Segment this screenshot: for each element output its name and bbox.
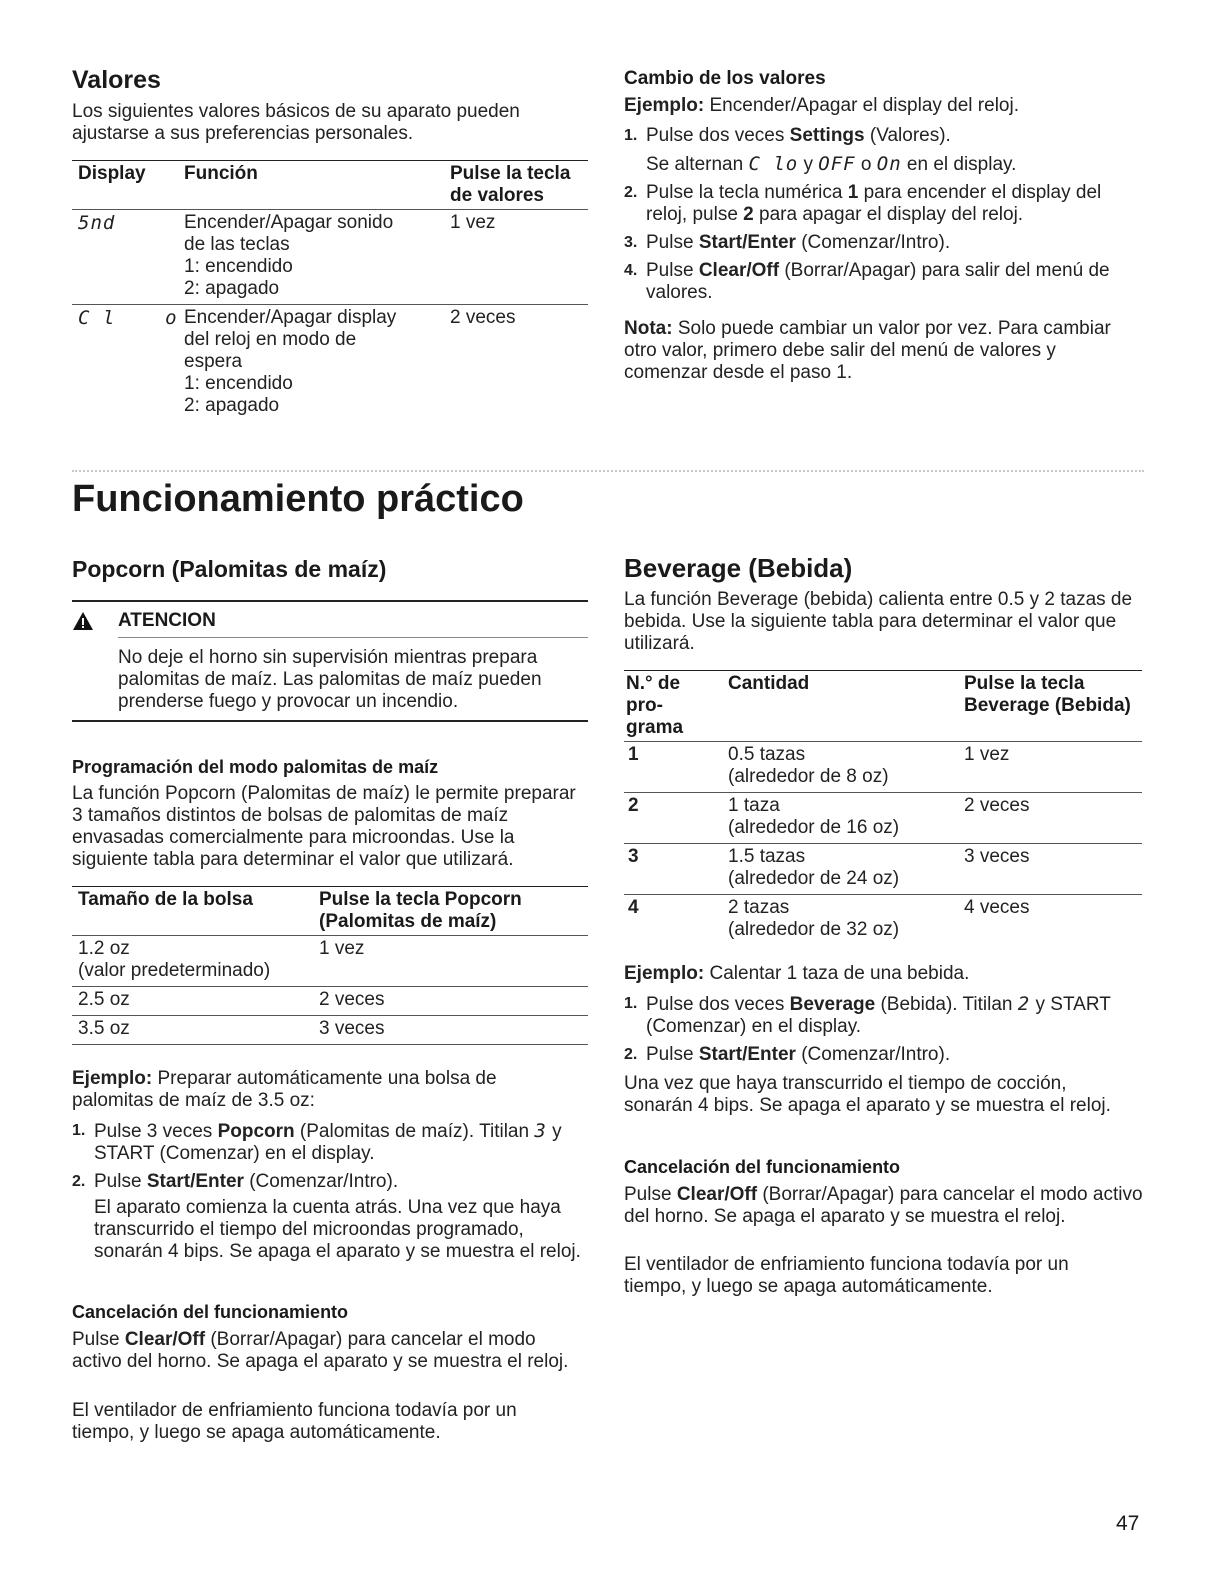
cambio-steps — [624, 125, 1144, 310]
funcion-line: 1: encendido — [184, 373, 293, 394]
pulse-cell: 1 vez — [319, 938, 365, 959]
step-key: 1 — [847, 182, 859, 203]
cancel-text: (Borrar/Apagar) para cancelar el modo activo del horno. Se apaga el aparato y se muestra el reloj. — [624, 1184, 1143, 1227]
table-row — [624, 793, 1142, 844]
valores-intro: Los siguientes valores básicos de su aparato pueden ajustarse a sus preferencias personales. — [72, 101, 520, 144]
step-key: 2 — [743, 204, 754, 225]
table-row — [72, 305, 588, 422]
beverage-fan-text: El ventilador de enfriamiento funciona todavía por un tiempo, y luego se apaga automáticamente. — [624, 1254, 1069, 1297]
funcion-line: del reloj en modo de — [184, 329, 357, 350]
step-key: Settings — [789, 125, 865, 146]
display-glyph: OFF — [818, 153, 856, 175]
warning-title: ATENCION — [118, 610, 216, 631]
step-text: y START (Comenzar) en el display. — [646, 994, 1111, 1037]
funcion-line: de las teclas — [184, 234, 290, 255]
col-header-pulse: Pulse la tecla de valores — [450, 163, 571, 206]
step-key: Start/Enter — [698, 232, 796, 253]
example-label: Ejemplo: — [72, 1068, 153, 1089]
step-key: Popcorn — [217, 1121, 295, 1142]
pulse-cell: 2 veces — [319, 989, 385, 1010]
col-header-qty: Cantidad — [728, 673, 810, 694]
step-text: (Bebida). Titilan — [875, 994, 1018, 1015]
pulse-cell: 1 vez — [450, 212, 496, 233]
display-glyph: 2 — [1017, 993, 1031, 1015]
program-cell: 3 — [628, 846, 639, 867]
example-text: Preparar automáticamente una bolsa de palomitas de maíz de 3.5 oz: — [72, 1068, 497, 1111]
step-text: Pulse 3 veces — [94, 1121, 218, 1142]
step-number: 2. — [624, 1046, 638, 1063]
list-item — [624, 182, 1144, 226]
step-key: Clear/Off — [698, 260, 780, 281]
section-divider — [72, 470, 1144, 472]
step-key: Start/Enter — [146, 1171, 244, 1192]
table-row — [624, 844, 1142, 895]
warning-icon — [72, 611, 94, 631]
table-row — [72, 936, 588, 987]
funcion-line: 2: apagado — [184, 395, 280, 416]
list-item — [624, 993, 1144, 1038]
prog-text: La función Popcorn (Palomitas de maíz) le permite preparar 3 tamaños distintos de bolsas de palomitas de maíz envasadas comercialmente para microondas. Use la siguiente tabla para determinar el valor que utilizará. — [72, 783, 576, 870]
pulse-cell: 1 vez — [964, 744, 1010, 765]
beverage-example — [624, 963, 1144, 985]
step-text: y START (Comenzar) en el display. — [94, 1121, 562, 1164]
step-number: 2. — [624, 184, 638, 201]
page-title: Funcionamiento práctico — [72, 478, 524, 520]
step-text: (Comenzar/Intro). — [795, 232, 951, 253]
step-number: 1. — [624, 127, 638, 144]
step-text: (Borrar/Apagar) para salir del menú de valores. — [646, 260, 1110, 303]
beverage-cancel-text — [624, 1184, 1144, 1228]
pulse-cell: 4 veces — [964, 897, 1030, 918]
step-number: 1. — [624, 995, 638, 1012]
step-text: Pulse — [646, 232, 699, 253]
qty-cell: 1.5 tazas — [728, 846, 806, 867]
warning-text: No deje el horno sin supervisión mientras prepara palomitas de maíz. Las palomitas de maíz pueden prenderse fuego y provocar un incendio. — [118, 647, 542, 712]
step-text: (Palomitas de maíz). Titilan — [294, 1121, 535, 1142]
nota-label: Nota: — [624, 318, 673, 339]
step-text: Pulse dos veces — [646, 125, 790, 146]
step-number: 2. — [72, 1173, 86, 1190]
cancel-text: (Borrar/Apagar) para cancelar el modo activo del horno. Se apaga el aparato y se muestra el reloj. — [72, 1329, 569, 1372]
col-header-program: N.° de pro- grama — [626, 673, 684, 738]
size-cell: 1.2 oz — [78, 938, 130, 959]
step-text: (Comenzar/Intro). — [243, 1171, 399, 1192]
display-glyph: C lo — [748, 153, 799, 175]
step-text: Pulse — [646, 260, 699, 281]
qty-cell: 0.5 tazas — [728, 744, 806, 765]
display-glyph: C l o — [78, 307, 178, 329]
list-item — [72, 1171, 588, 1263]
step-text: Pulse — [646, 1044, 699, 1065]
col-header-funcion: Función — [184, 163, 258, 184]
step-text: en el display. — [901, 154, 1017, 175]
step-text: para apagar el display del reloj. — [753, 204, 1024, 225]
col-header-pulse: Pulse la tecla Beverage (Bebida) — [964, 673, 1131, 716]
funcion-line: espera — [184, 351, 243, 372]
pulse-cell: 3 veces — [319, 1018, 385, 1039]
table-row — [624, 742, 1142, 793]
warning-box — [72, 600, 588, 722]
step-text: Se alternan — [646, 154, 749, 175]
funcion-line: 1: encendido — [184, 256, 293, 277]
list-item — [624, 125, 1144, 176]
col-header-size: Tamaño de la bolsa — [78, 889, 253, 910]
step-text: Pulse dos veces — [646, 994, 790, 1015]
program-cell: 4 — [628, 897, 639, 918]
step-text: (Valores). — [864, 125, 951, 146]
table-row — [72, 210, 588, 305]
step-text: (Comenzar/Intro). — [795, 1044, 951, 1065]
step-text: para encender el display del reloj, pulse — [646, 182, 1102, 225]
display-glyph: 3 — [534, 1120, 547, 1142]
funcion-line: Encender/Apagar display — [184, 307, 397, 328]
size-cell: 2.5 oz — [78, 989, 130, 1010]
table-row — [72, 1016, 588, 1045]
step-text: Pulse la tecla numérica — [646, 182, 848, 203]
cancel-text: Pulse — [72, 1329, 125, 1350]
list-item — [624, 1044, 1144, 1066]
step-number: 1. — [72, 1122, 86, 1139]
valores-title: Valores — [72, 66, 161, 94]
step-number: 4. — [624, 262, 638, 279]
step-text: o — [855, 154, 877, 175]
col-header-display: Display — [78, 163, 146, 184]
qty-cell: (alrededor de 16 oz) — [728, 817, 900, 838]
pulse-cell: 2 veces — [964, 795, 1030, 816]
table-row — [624, 895, 1142, 946]
step-text: Pulse — [94, 1171, 147, 1192]
beverage-steps — [624, 993, 1144, 1072]
qty-cell: 1 taza — [728, 795, 780, 816]
popcorn-cancel-title: Cancelación del funcionamiento — [72, 1302, 349, 1322]
step-text: y — [798, 154, 819, 175]
qty-cell: (alrededor de 8 oz) — [728, 766, 889, 787]
example-label: Ejemplo: — [624, 95, 705, 116]
cancel-text: Pulse — [624, 1184, 677, 1205]
page-number: 47 — [1116, 1512, 1140, 1535]
pulse-cell: 3 veces — [964, 846, 1030, 867]
funcion-line: Encender/Apagar sonido — [184, 212, 394, 233]
size-cell: (valor predeterminado) — [78, 960, 271, 981]
popcorn-table — [72, 886, 588, 1045]
program-cell: 2 — [628, 795, 639, 816]
cancel-key: Clear/Off — [676, 1184, 758, 1205]
step-key: Start/Enter — [698, 1044, 796, 1065]
valores-table — [72, 160, 588, 421]
example-text: Encender/Apagar el display del reloj. — [704, 95, 1019, 116]
beverage-table — [624, 670, 1142, 945]
nota-text: Solo puede cambiar un valor por vez. Para cambiar otro valor, primero debe salir del menú de valores y comenzar desde el paso 1. — [624, 318, 1111, 383]
program-cell: 1 — [628, 744, 639, 765]
display-glyph: 5nd — [78, 212, 116, 234]
popcorn-example — [72, 1068, 572, 1112]
table-row — [72, 987, 588, 1016]
list-item — [72, 1120, 588, 1165]
example-label: Ejemplo: — [624, 963, 705, 984]
size-cell: 3.5 oz — [78, 1018, 130, 1039]
beverage-intro: La función Beverage (bebida) calienta entre 0.5 y 2 tazas de bebida. Use la siguiente tabla para determinar el valor que utilizará. — [624, 589, 1133, 654]
step-text: El aparato comienza la cuenta atrás. Una vez que haya transcurrido el tiempo del microondas programado, sonarán 4 bips. Se apaga el aparato y se muestra el reloj. — [94, 1197, 581, 1262]
cambio-example — [624, 95, 1144, 117]
cambio-title: Cambio de los valores — [624, 68, 826, 89]
qty-cell: 2 tazas — [728, 897, 790, 918]
popcorn-fan-text: El ventilador de enfriamiento funciona todavía por un tiempo, y luego se apaga automáticamente. — [72, 1400, 517, 1443]
list-item — [624, 232, 1144, 254]
step-key: Beverage — [789, 994, 876, 1015]
beverage-after-text: Una vez que haya transcurrido el tiempo de cocción, sonarán 4 bips. Se apaga el aparato y se muestra el reloj. — [624, 1073, 1111, 1116]
qty-cell: (alrededor de 24 oz) — [728, 868, 900, 889]
qty-cell: (alrededor de 32 oz) — [728, 919, 900, 940]
cambio-nota — [624, 318, 1124, 384]
list-item — [624, 260, 1144, 304]
popcorn-steps — [72, 1120, 588, 1269]
display-glyph: On — [876, 153, 902, 175]
popcorn-title: Popcorn (Palomitas de maíz) — [72, 556, 387, 582]
cancel-key: Clear/Off — [124, 1329, 206, 1350]
col-header-pulse: Pulse la tecla Popcorn (Palomitas de maíz) — [319, 889, 522, 932]
beverage-cancel-title: Cancelación del funcionamiento — [624, 1157, 901, 1177]
popcorn-cancel-text — [72, 1329, 588, 1373]
funcion-line: 2: apagado — [184, 278, 280, 299]
pulse-cell: 2 veces — [450, 307, 516, 328]
step-number: 3. — [624, 234, 638, 251]
example-text: Calentar 1 taza de una bebida. — [704, 963, 970, 984]
prog-title: Programación del modo palomitas de maíz — [72, 757, 439, 777]
beverage-title: Beverage (Bebida) — [624, 553, 853, 583]
